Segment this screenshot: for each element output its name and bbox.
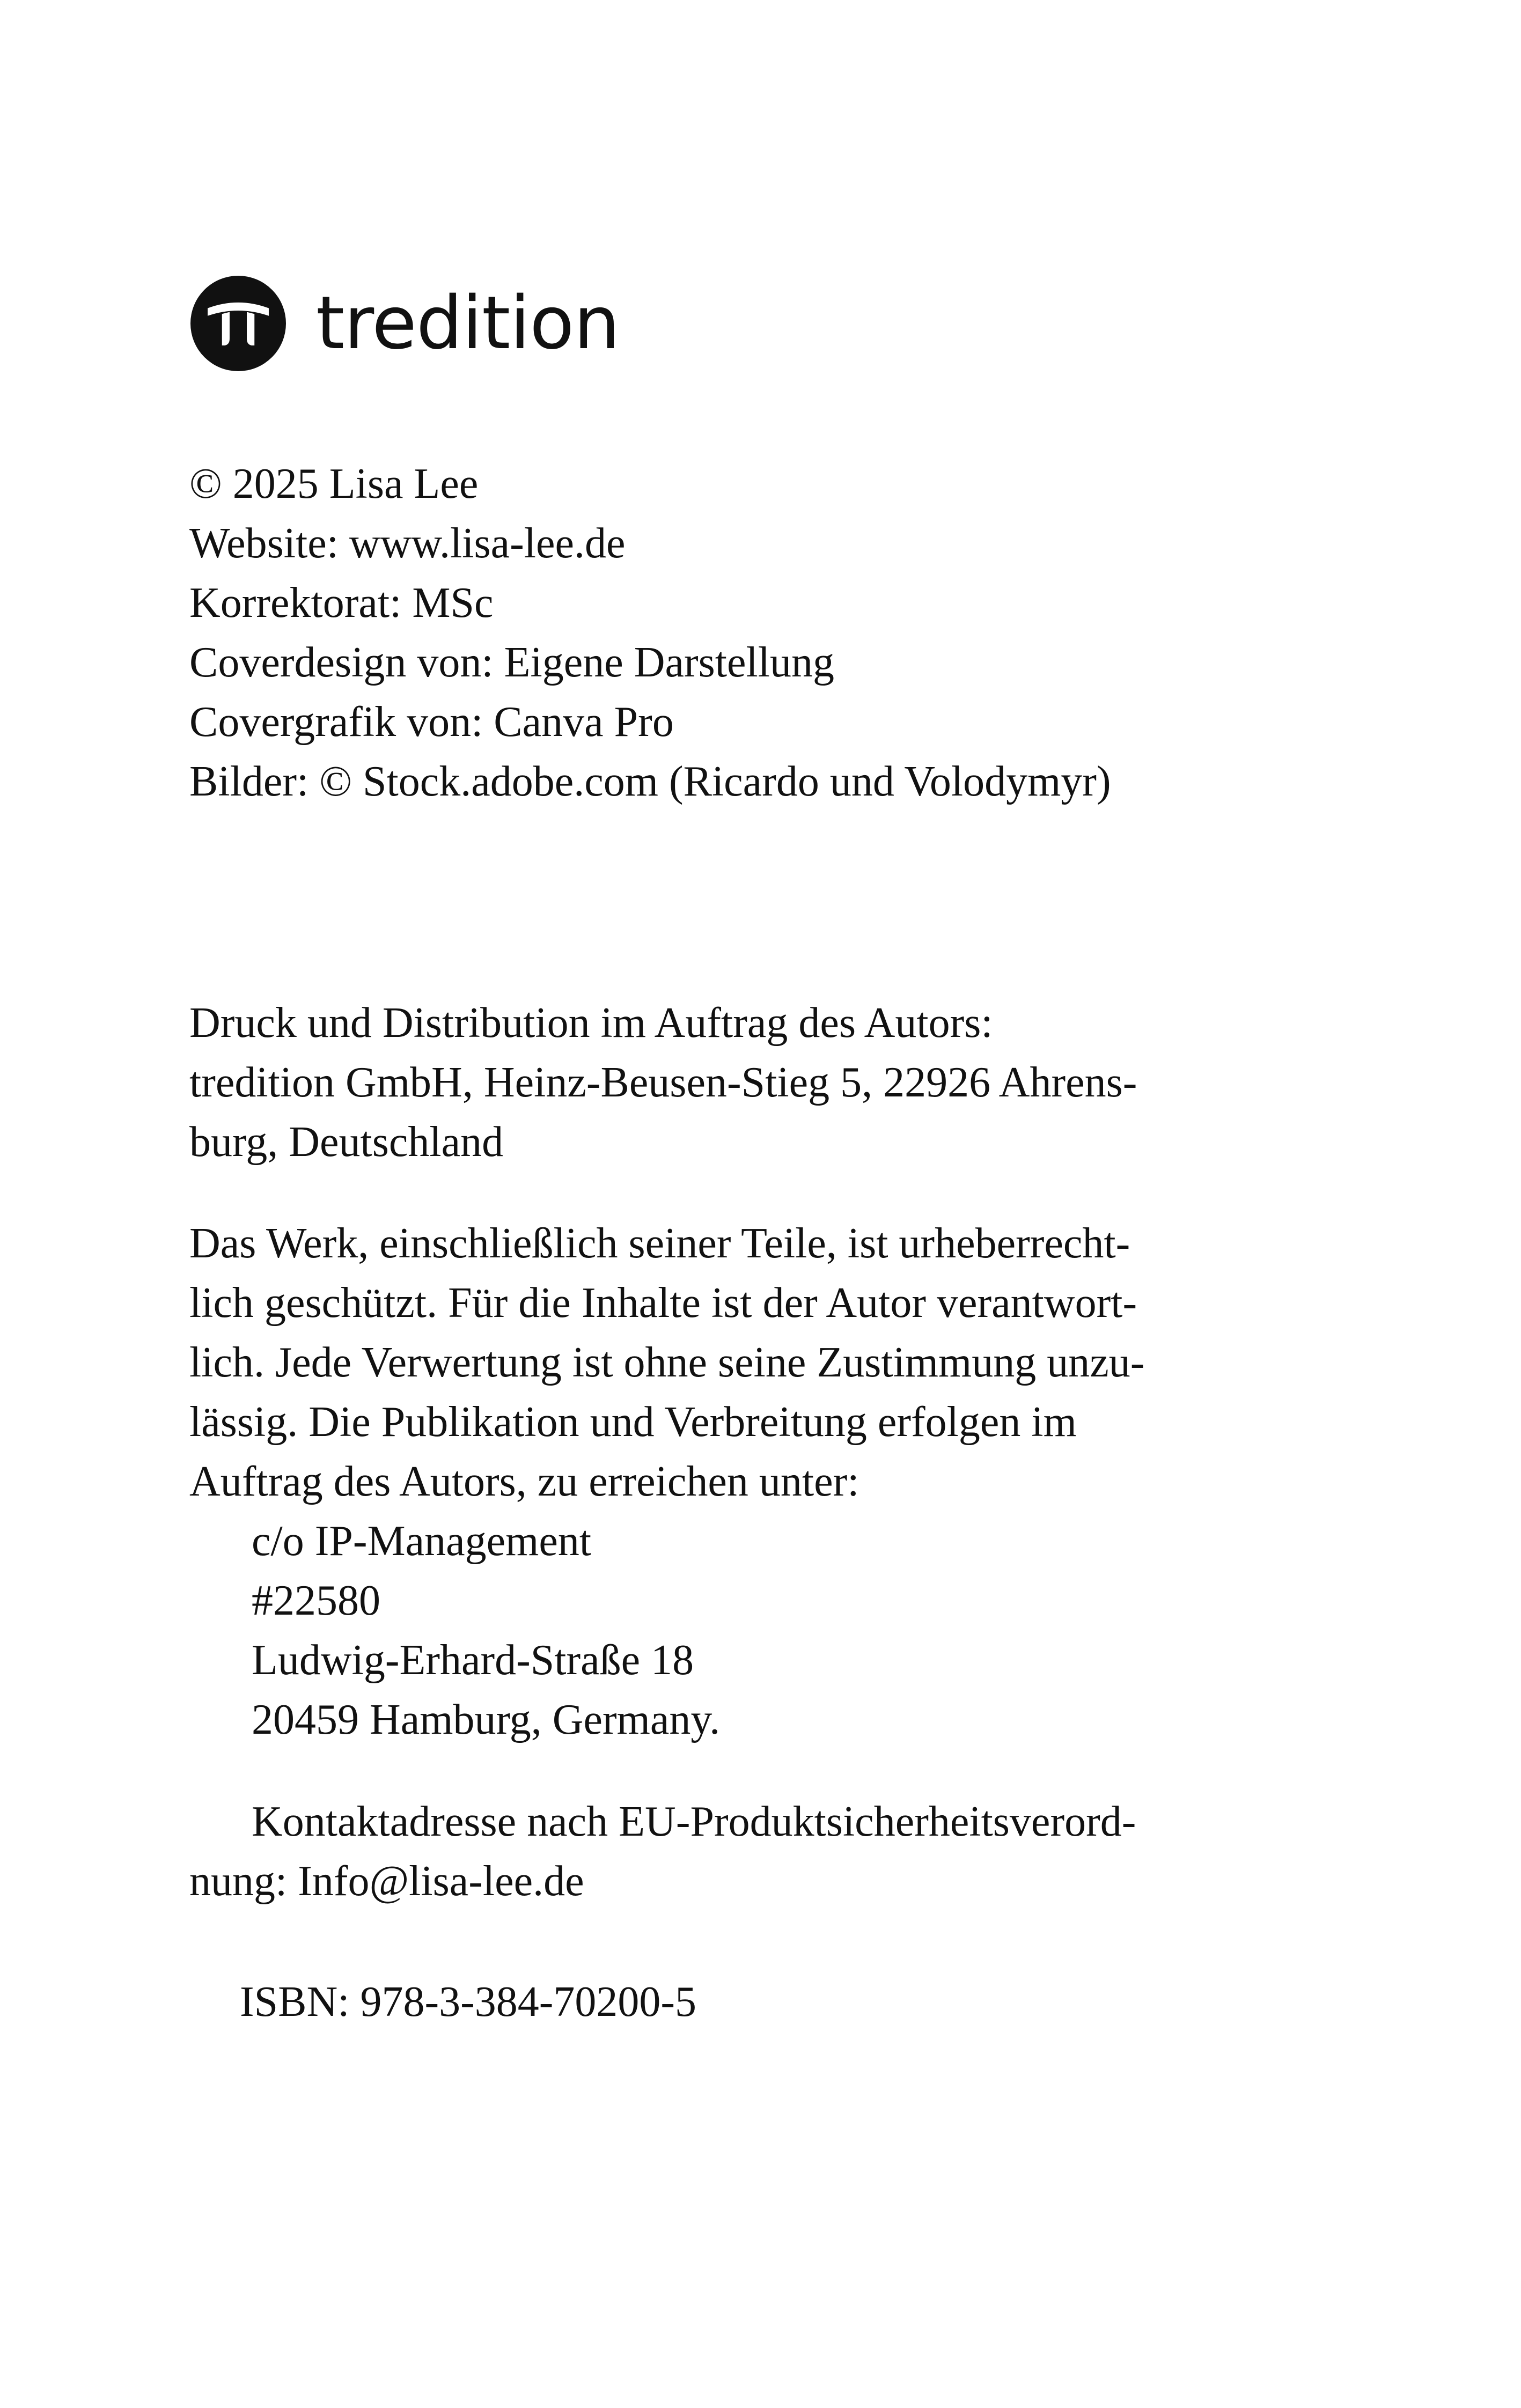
publisher-name: tredition [316,281,620,366]
address-line: #22580 [252,1577,380,1624]
tredition-logo-icon [190,276,286,371]
address-line: Ludwig-Erhard-Straße 18 [252,1637,694,1684]
text-line: lich geschützt. Für die Inhalte ist der Autor verantwort- [189,1279,1137,1327]
copyright-line: © 2025 Lisa Lee [189,460,479,507]
website-line: Website: www.lisa-lee.de [189,520,626,567]
text-line: Das Werk, einschließlich seiner Teile, ist urheberrecht- [189,1220,1130,1267]
contact-block [189,1792,1136,1911]
address-line: 20459 Hamburg, Germany. [252,1696,721,1743]
text-line: Auftrag des Autors, zu erreichen unter: [189,1458,859,1505]
publisher-logo [190,275,620,372]
cover-design-line: Coverdesign von: Eigene Darstellung [189,639,834,686]
credits-block [189,454,1111,812]
text-line: Kontaktadresse nach EU-Produktsicherheitsverord- [252,1798,1136,1845]
text-line: tredition GmbH, Heinz-Beusen-Stieg 5, 22926 Ahrens- [189,1059,1137,1106]
copyright-notice-block [189,1214,1144,1750]
printing-distribution-block [189,993,1137,1172]
isbn-text: ISBN: 978-3-384-70200-5 [240,1978,697,2026]
text-line: lich. Jede Verwertung ist ohne seine Zustimmung unzu- [189,1339,1145,1386]
images-line: Bilder: © Stock.adobe.com (Ricardo und Volodymyr) [189,758,1111,805]
text-line: Druck und Distribution im Auftrag des Autors: [189,999,993,1047]
isbn-line [240,1972,696,2032]
proofreading-line: Korrektorat: MSc [189,579,494,627]
text-line: lässig. Die Publikation und Verbreitung erfolgen im [189,1398,1077,1446]
address-line: c/o IP-Management [252,1518,592,1565]
text-line: burg, Deutschland [189,1118,504,1166]
cover-graphics-line: Covergrafik von: Canva Pro [189,698,674,746]
text-line: nung: Info@lisa-lee.de [189,1858,584,1905]
